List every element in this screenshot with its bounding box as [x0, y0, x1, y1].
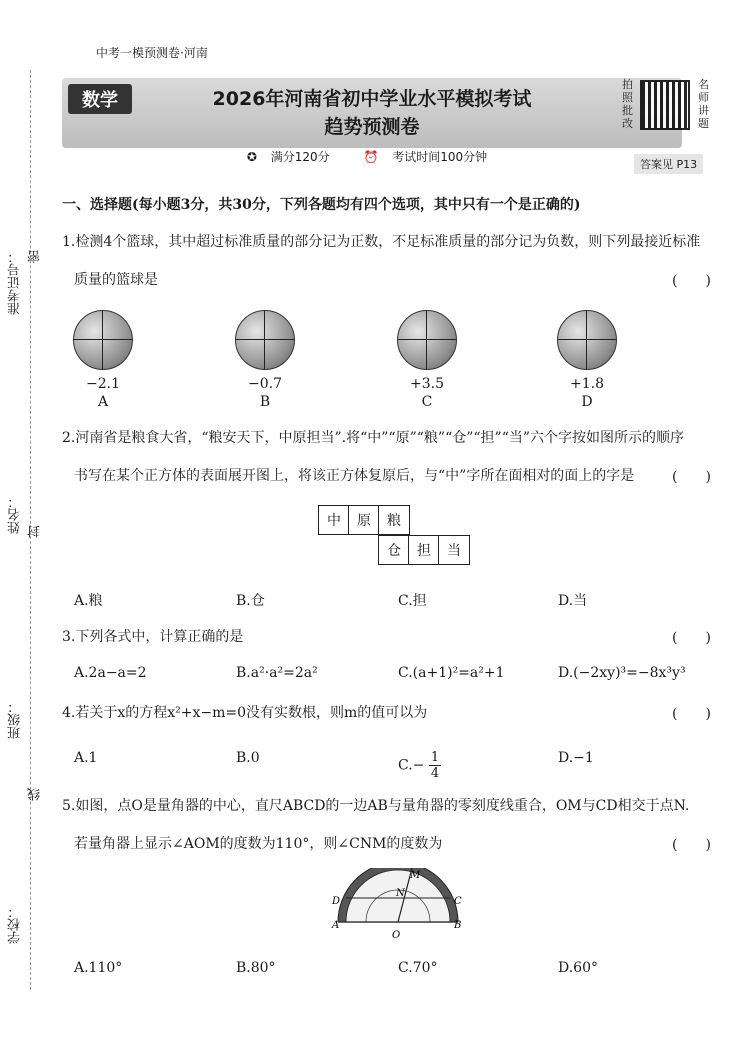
q4-answer-paren[interactable]: ( )	[672, 706, 711, 722]
basketball-icon	[235, 310, 295, 370]
seal-mark-3: 线	[28, 788, 43, 801]
q3-answer-paren[interactable]: ( )	[672, 630, 711, 646]
ball-option-d[interactable]	[552, 310, 622, 410]
ball-value: +1.8	[570, 376, 604, 392]
ball-option-c[interactable]	[392, 310, 462, 410]
class-label: 班级：	[8, 700, 23, 739]
exam-meta	[62, 148, 682, 165]
q2-option-d[interactable]: D.当	[558, 593, 588, 609]
label-d: D	[332, 896, 341, 907]
series-label: 中考一模预测卷·河南	[96, 46, 208, 60]
time-info: ⏰ 考试时间100分钟	[363, 150, 488, 164]
q1-text-a: 1.检测4个篮球，其中超过标准质量的部分记为正数，不足标准质量的部分记为负数，则下列最接近标准	[62, 234, 701, 250]
q1-answer-paren[interactable]: ( )	[672, 273, 711, 289]
q2-answer-paren[interactable]: ( )	[672, 469, 711, 485]
qr-area	[622, 78, 732, 138]
ball-label: C	[421, 394, 433, 410]
q3-option-d[interactable]: D.(−2xy)³=−8x³y³	[558, 665, 686, 681]
q1-text-b: 质量的篮球是	[74, 272, 158, 288]
ball-value: −2.1	[86, 376, 120, 392]
ball-value: −0.7	[248, 376, 282, 392]
q5-text-a: 5.如图，点O是量角器的中心，直尺ABCD的一边AB与量角器的零刻度线重合，OM与CD相交于点N.	[62, 798, 690, 814]
q5-answer-paren[interactable]: ( )	[672, 837, 711, 853]
q2-option-a[interactable]: A.粮	[74, 593, 103, 609]
qr-right-label: 名师讲题	[698, 78, 709, 130]
q5-text-b: 若量角器上显示∠AOM的度数为110°，则∠CNM的度数为	[74, 836, 443, 852]
q3-option-a[interactable]: A.2a−a=2	[74, 665, 147, 681]
q5-option-c[interactable]: C.70°	[398, 960, 438, 976]
q4-option-c[interactable]	[398, 750, 441, 781]
name-label: 姓名：	[8, 495, 23, 534]
seal-mark-1: 密	[28, 250, 43, 263]
qr-code-icon[interactable]	[640, 80, 690, 130]
q2-option-b[interactable]: B.仓	[236, 593, 265, 609]
net-cell: 担	[408, 535, 440, 565]
fraction	[429, 750, 441, 781]
label-c: C	[454, 896, 462, 907]
ball-label: A	[97, 394, 109, 410]
net-cell: 仓	[378, 535, 410, 565]
label-o: O	[392, 930, 401, 940]
fraction-denominator: 4	[430, 766, 440, 781]
ball-label: D	[581, 394, 593, 410]
label-m: M	[410, 870, 421, 881]
q4-option-c-prefix: C.−	[398, 757, 425, 774]
basketball-icon	[73, 310, 133, 370]
section-heading: 一、选择题(每小题3分，共30分，下列各题均有四个选项，其中只有一个是正确的)	[62, 197, 581, 213]
q3-option-b[interactable]: B.a²·a²=2a²	[236, 665, 318, 681]
exam-title: 2026年河南省初中学业水平模拟考试	[212, 88, 532, 110]
basketball-icon	[397, 310, 457, 370]
net-cell: 中	[318, 505, 350, 535]
q5-option-b[interactable]: B.80°	[236, 960, 276, 976]
q2-text-b: 书写在某个正方体的表面展开图上，将该正方体复原后，与“中”字所在面相对的面上的字是	[74, 468, 635, 484]
q4-option-d[interactable]: D.−1	[558, 750, 594, 766]
title-banner	[62, 78, 724, 176]
q5-option-a[interactable]: A.110°	[74, 960, 123, 976]
exam-id-label: 准考证号：	[8, 250, 23, 315]
net-cell: 原	[348, 505, 380, 535]
label-b: B	[454, 920, 462, 931]
exam-subtitle: 趋势预测卷	[324, 116, 420, 138]
ball-value: +3.5	[410, 376, 444, 392]
q4-option-b[interactable]: B.0	[236, 750, 260, 766]
q2-text-a: 2.河南省是粮食大省，“粮安天下，中原担当”.将“中”“原”“粮”“仓”“担”“当”六个字按如图所示的顺序	[62, 430, 685, 446]
answer-ref: 答案见 P13	[634, 154, 703, 174]
basketball-icon	[557, 310, 617, 370]
q5-option-d[interactable]: D.60°	[558, 960, 598, 976]
protractor-figure	[328, 868, 468, 940]
ball-option-a[interactable]	[68, 310, 138, 410]
score-info: ✪ 满分120分	[246, 150, 330, 164]
net-cell: 当	[438, 535, 470, 565]
subject-badge: 数学	[68, 84, 132, 114]
ball-option-b[interactable]	[230, 310, 300, 410]
fraction-numerator: 1	[430, 750, 440, 765]
ball-label: B	[259, 394, 271, 410]
net-cell: 粮	[378, 505, 410, 535]
q3-option-c[interactable]: C.(a+1)²=a²+1	[398, 665, 505, 681]
q4-option-a[interactable]: A.1	[74, 750, 98, 766]
qr-left-label: 拍照批改	[622, 78, 633, 130]
q3-text: 3.下列各式中，计算正确的是	[62, 629, 244, 645]
label-a: A	[332, 920, 340, 931]
label-n: N	[396, 888, 405, 899]
q2-option-c[interactable]: C.担	[398, 593, 427, 609]
school-label: 学校：	[8, 905, 23, 944]
seal-mark-2: 封	[28, 525, 43, 538]
q4-text: 4.若关于x的方程x²+x−m=0没有实数根，则m的值可以为	[62, 705, 428, 721]
